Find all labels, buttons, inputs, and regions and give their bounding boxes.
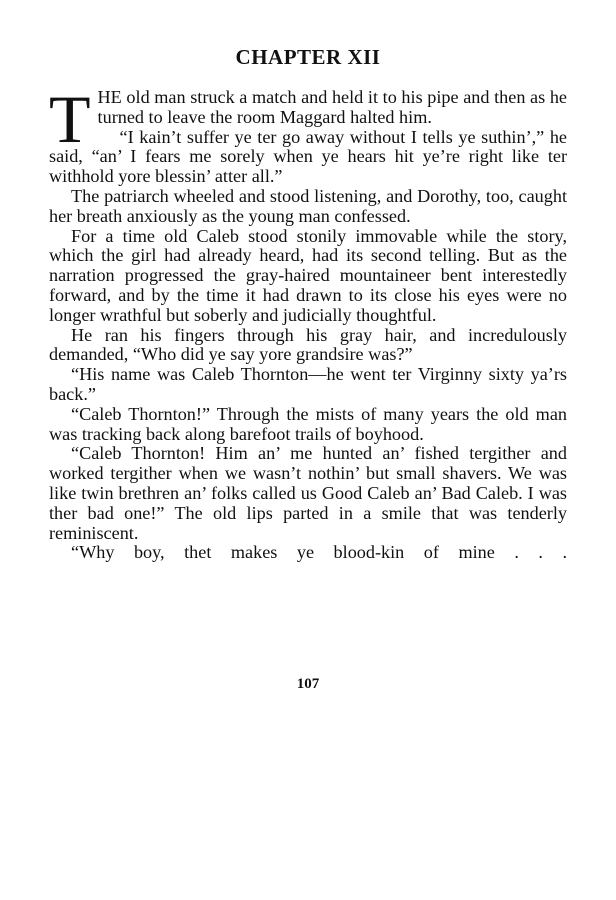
chapter-title: CHAPTER XII <box>235 45 381 69</box>
paragraph: “His name was Caleb Thornton—he went ter Virginny sixty ya’rs back.” <box>49 364 567 404</box>
text-body <box>49 81 567 563</box>
paragraph: “Caleb Thornton! Him an’ me hunted an’ fished tergither and worked tergither when we wasn’t nothin’ but small shavers. We was like twin brethren an’ folks called us Good Caleb an’ Bad Caleb. I was ther bad one!” The old lips parted in a smile that was tenderly reminiscent. <box>49 443 567 543</box>
page-number: 107 <box>296 676 320 692</box>
paragraph: The patriarch wheeled and stood listening, and Dorothy, too, caught her breath anxiously as the young man confessed. <box>49 185 567 226</box>
paragraph: For a time old Caleb stood stonily immovable while the story, which the girl had already heard, had its second telling. But as the narration progressed the gray-haired mountaineer bent interestedly forward, and by the time it had drawn to its close his eyes were no longer wrathful but soberly and judicially thoughtful. <box>49 225 567 325</box>
paragraph: “I kain’t suffer ye ter go away without I tells ye suthin’,” he said, “an’ I fears me sorely when ye hears hit ye’re right like ter withhold yore blessin’ atter all.” <box>49 126 567 187</box>
paragraph: He ran his fingers through his gray hair, and incredulously demanded, “Who did ye say yore grandsire was?” <box>49 324 567 365</box>
opening-text: HE old man struck a match and held it to his pipe and then as he turned to leave the room Maggard halted him. <box>97 87 567 127</box>
drop-cap: T <box>49 81 91 157</box>
paragraph: “Caleb Thornton!” Through the mists of many years the old man was tracking back along barefoot trails of boyhood. <box>49 403 567 444</box>
paragraph: “Why boy, thet makes ye blood-kin of mine . . . <box>71 542 567 563</box>
